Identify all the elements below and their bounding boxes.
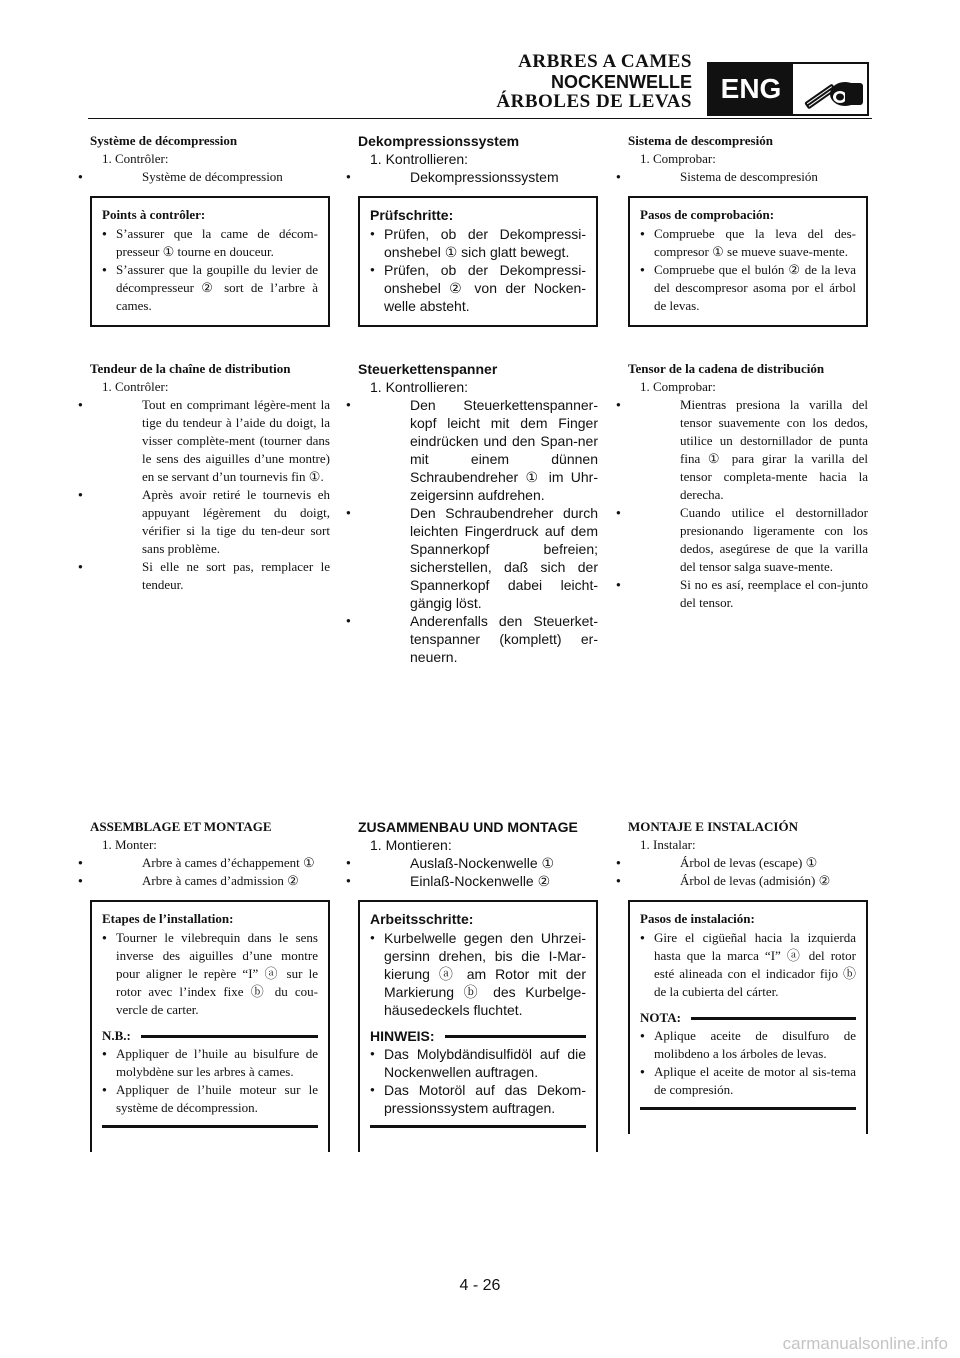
fr-assembly-step: 1. Monter: [102, 837, 157, 852]
fr-install-box [90, 900, 330, 1138]
fr-install-step-1: ● Tourner le vilebrequin dans le sens inverse des aiguilles d’une montre pour aligner le repère “I” ⓐ sur le rotor avec l’index fixe ⓑ du cou-vercle de carter. [102, 929, 318, 1019]
page-header [0, 0, 960, 125]
de-tensioner-item-1: ● Den Steuerkettenspanner-kopf leicht mit dem Finger eindrücken und den Span-ner mit einem dünnen Schraubendreher ① im Uhr-zeigersinn aufdrehen. [358, 396, 598, 504]
es-decomp-title: Sistema de descompresión [628, 133, 773, 148]
fr-decomp-checkbox [90, 196, 330, 327]
es-tensioner-title: Tensor de la cadena de distribución [628, 361, 825, 376]
fr-decomp-item: ● Système de décompression [90, 168, 330, 186]
es-decomp-item: ● Sistema de descompresión [628, 168, 868, 186]
es-assembly-title: MONTAJE E INSTALACIÓN [628, 819, 798, 834]
es-assembly-item-2: ● Árbol de levas (admisión) ② [628, 872, 868, 890]
de-tensioner-section [358, 360, 598, 666]
es-tensioner-item-3: ● Si no es así, reemplace el con-junto del tensor. [628, 576, 868, 612]
de-decomp-check-2: ● Prüfen, ob der Dekompressi-onshebel ② von der Nocken-welle absteht. [370, 261, 586, 315]
wrench-gear-icon [795, 64, 867, 114]
de-tensioner-item-3: ● Anderenfalls den Steuerket-tenspanner (komplett) er-neuern. [358, 612, 598, 666]
fr-tensioner-item-1: ● Tout en comprimant légère-ment la tige du tendeur à l’aide du doigt, la visser complète-ment (tourner dans le sens des aiguilles d’une montre) en se servant d’un tournevis fin ①. [90, 396, 330, 486]
de-install-step-1: ● Kurbelwelle gegen den Uhrzei-gersinn drehen, bis die I-Mar-kierung ⓐ am Rotor mit der Markierung ⓑ des Kurbelge-häusedeckels fluchtet. [370, 929, 586, 1019]
de-assembly-item-2: ● Einlaß-Nockenwelle ② [358, 872, 598, 890]
de-decomp-check-1: ● Prüfen, ob der Dekompressi-onshebel ① sich glatt bewegt. [370, 225, 586, 261]
de-assembly-title: ZUSAMMENBAU UND MONTAGE [358, 819, 578, 835]
de-note-2: ● Das Motoröl auf das Dekom-pressionssystem auftragen. [370, 1081, 586, 1117]
es-box-tail [628, 1120, 868, 1134]
es-decomp-checkbox [628, 196, 868, 327]
es-assembly-section [628, 818, 868, 1134]
fr-decomp-step: 1. Contrôler: [102, 151, 169, 166]
fr-note-label: N.B.: [102, 1028, 131, 1043]
fr-tensioner-item-3: ● Si elle ne sort pas, remplacer le tendeur. [90, 558, 330, 594]
de-tensioner-step: 1. Kontrollieren: [370, 379, 469, 395]
de-note-end-rule [370, 1125, 586, 1128]
de-note-header [370, 1027, 586, 1045]
de-install-box-title: Arbeitsschritte: [370, 911, 474, 927]
es-decomp-check-2: ● Compruebe que el bulón ② de la leva del descompresor asoma por el árbol de levas. [640, 261, 856, 315]
fr-note-2: ● Appliquer de l’huile moteur sur le système de décompression. [102, 1081, 318, 1117]
es-note-end-rule [640, 1107, 856, 1110]
de-tensioner-item-2: ● Den Schraubendreher durch leichten Fingerdruck auf dem Spannerkopf befreien; sicherstellen, daß sich der Spannerkopf dabei leicht-gängig löst. [358, 504, 598, 612]
es-decomp-box-title: Pasos de comprobación: [640, 207, 775, 222]
de-assembly-step: 1. Montieren: [370, 837, 452, 853]
fr-assembly-item-2: ● Arbre à cames d’admission ② [90, 872, 330, 890]
fr-install-box-title: Etapes de l’installation: [102, 911, 234, 926]
es-install-step-1: ● Gire el cigüeñal hacia la izquierda hasta que la marca “I” ⓐ del rotor esté alineada con el indicador fijo ⓑ de la cubierta del cárter. [640, 929, 856, 1001]
fr-tensioner-section [90, 360, 330, 594]
es-install-box [628, 900, 868, 1120]
fr-decomp-check-1: ● S’assurer que la came de décom-presseur ① tourne en douceur. [102, 225, 318, 261]
header-rule [88, 118, 872, 119]
de-box-tail [358, 1138, 598, 1152]
de-note-1: ● Das Molybdändisulfidöl auf die Nockenwellen auftragen. [370, 1045, 586, 1081]
de-assembly-item-1: ● Auslaß-Nockenwelle ① [358, 854, 598, 872]
es-tensioner-step: 1. Comprobar: [640, 379, 716, 394]
es-decomp-step: 1. Comprobar: [640, 151, 716, 166]
engine-badge [707, 62, 869, 116]
es-note-rule [691, 1017, 856, 1020]
es-tensioner-item-2: ● Cuando utilice el destornillador presionando ligeramente con los dedos, asegúrese de que la varilla del tensor salga suave-mente. [628, 504, 868, 576]
fr-assembly-item-1: ● Arbre à cames d’échappement ① [90, 854, 330, 872]
de-note-label: HINWEIS: [370, 1028, 435, 1044]
de-decomp-box-title: Prüfschritte: [370, 207, 454, 223]
engine-badge-label: ENG [709, 64, 793, 114]
fr-assembly-title: ASSEMBLAGE ET MONTAGE [90, 819, 272, 834]
es-note-label: NOTA: [640, 1010, 681, 1025]
es-decompression-section [628, 132, 868, 327]
fr-note-end-rule [102, 1125, 318, 1128]
es-assembly-item-1: ● Árbol de levas (escape) ① [628, 854, 868, 872]
fr-note-1: ● Appliquer de l’huile au bisulfure de molybdène sur les arbres à cames. [102, 1045, 318, 1081]
fr-decompression-section [90, 132, 330, 327]
es-note-2: ● Aplique el aceite de motor al sis-tema de compresión. [640, 1063, 856, 1099]
fr-tensioner-step: 1. Contrôler: [102, 379, 169, 394]
de-install-box [358, 900, 598, 1138]
fr-tensioner-title: Tendeur de la chaîne de distribution [90, 361, 291, 376]
es-tensioner-item-1: ● Mientras presiona la varilla del tensor suavemente con los dedos, utilice un destornillador de punta fina ① para girar la varilla del tensor completa-mente hacia la derecha. [628, 396, 868, 504]
title-spanish: ÁRBOLES DE LEVAS [496, 91, 692, 112]
fr-decomp-title: Système de décompression [90, 133, 238, 148]
title-german: NOCKENWELLE [551, 72, 692, 92]
es-decomp-check-1: ● Compruebe que la leva del des-compresor ① se mueve suave-mente. [640, 225, 856, 261]
es-install-box-title: Pasos de instalación: [640, 911, 755, 926]
fr-box-tail [90, 1138, 330, 1152]
de-decomp-step: 1. Kontrollieren: [370, 151, 469, 167]
fr-note-header [102, 1027, 318, 1045]
fr-tensioner-item-2: ● Après avoir retiré le tournevis eh appuyant légèrement du doigt, vérifier si la tige du ten-deur sort sans problème. [90, 486, 330, 558]
de-decompression-section [358, 132, 598, 327]
de-decomp-checkbox [358, 196, 598, 327]
fr-decomp-box-title: Points à contrôler: [102, 207, 206, 222]
fr-assembly-section [90, 818, 330, 1152]
de-assembly-section [358, 818, 598, 1152]
de-tensioner-title: Steuerkettenspanner [358, 361, 498, 377]
es-tensioner-section [628, 360, 868, 612]
es-note-1: ● Aplique aceite de disulfuro de molibdeno a los árboles de levas. [640, 1027, 856, 1063]
fr-note-rule [141, 1035, 318, 1038]
de-decomp-item: ● Dekompressionssystem [358, 168, 598, 186]
es-note-header [640, 1009, 856, 1027]
es-assembly-step: 1. Instalar: [640, 837, 696, 852]
section-title-block [496, 52, 692, 112]
page-number: 4 - 26 [459, 1277, 501, 1294]
watermark: carmanualsonline.info [782, 1334, 948, 1353]
fr-decomp-check-2: ● S’assurer que la goupille du levier de décompresseur ② sort de l’arbre à cames. [102, 261, 318, 315]
de-note-rule [445, 1035, 586, 1038]
title-french: ARBRES A CAMES [518, 51, 692, 72]
de-decomp-title: Dekompressionssystem [358, 133, 520, 149]
